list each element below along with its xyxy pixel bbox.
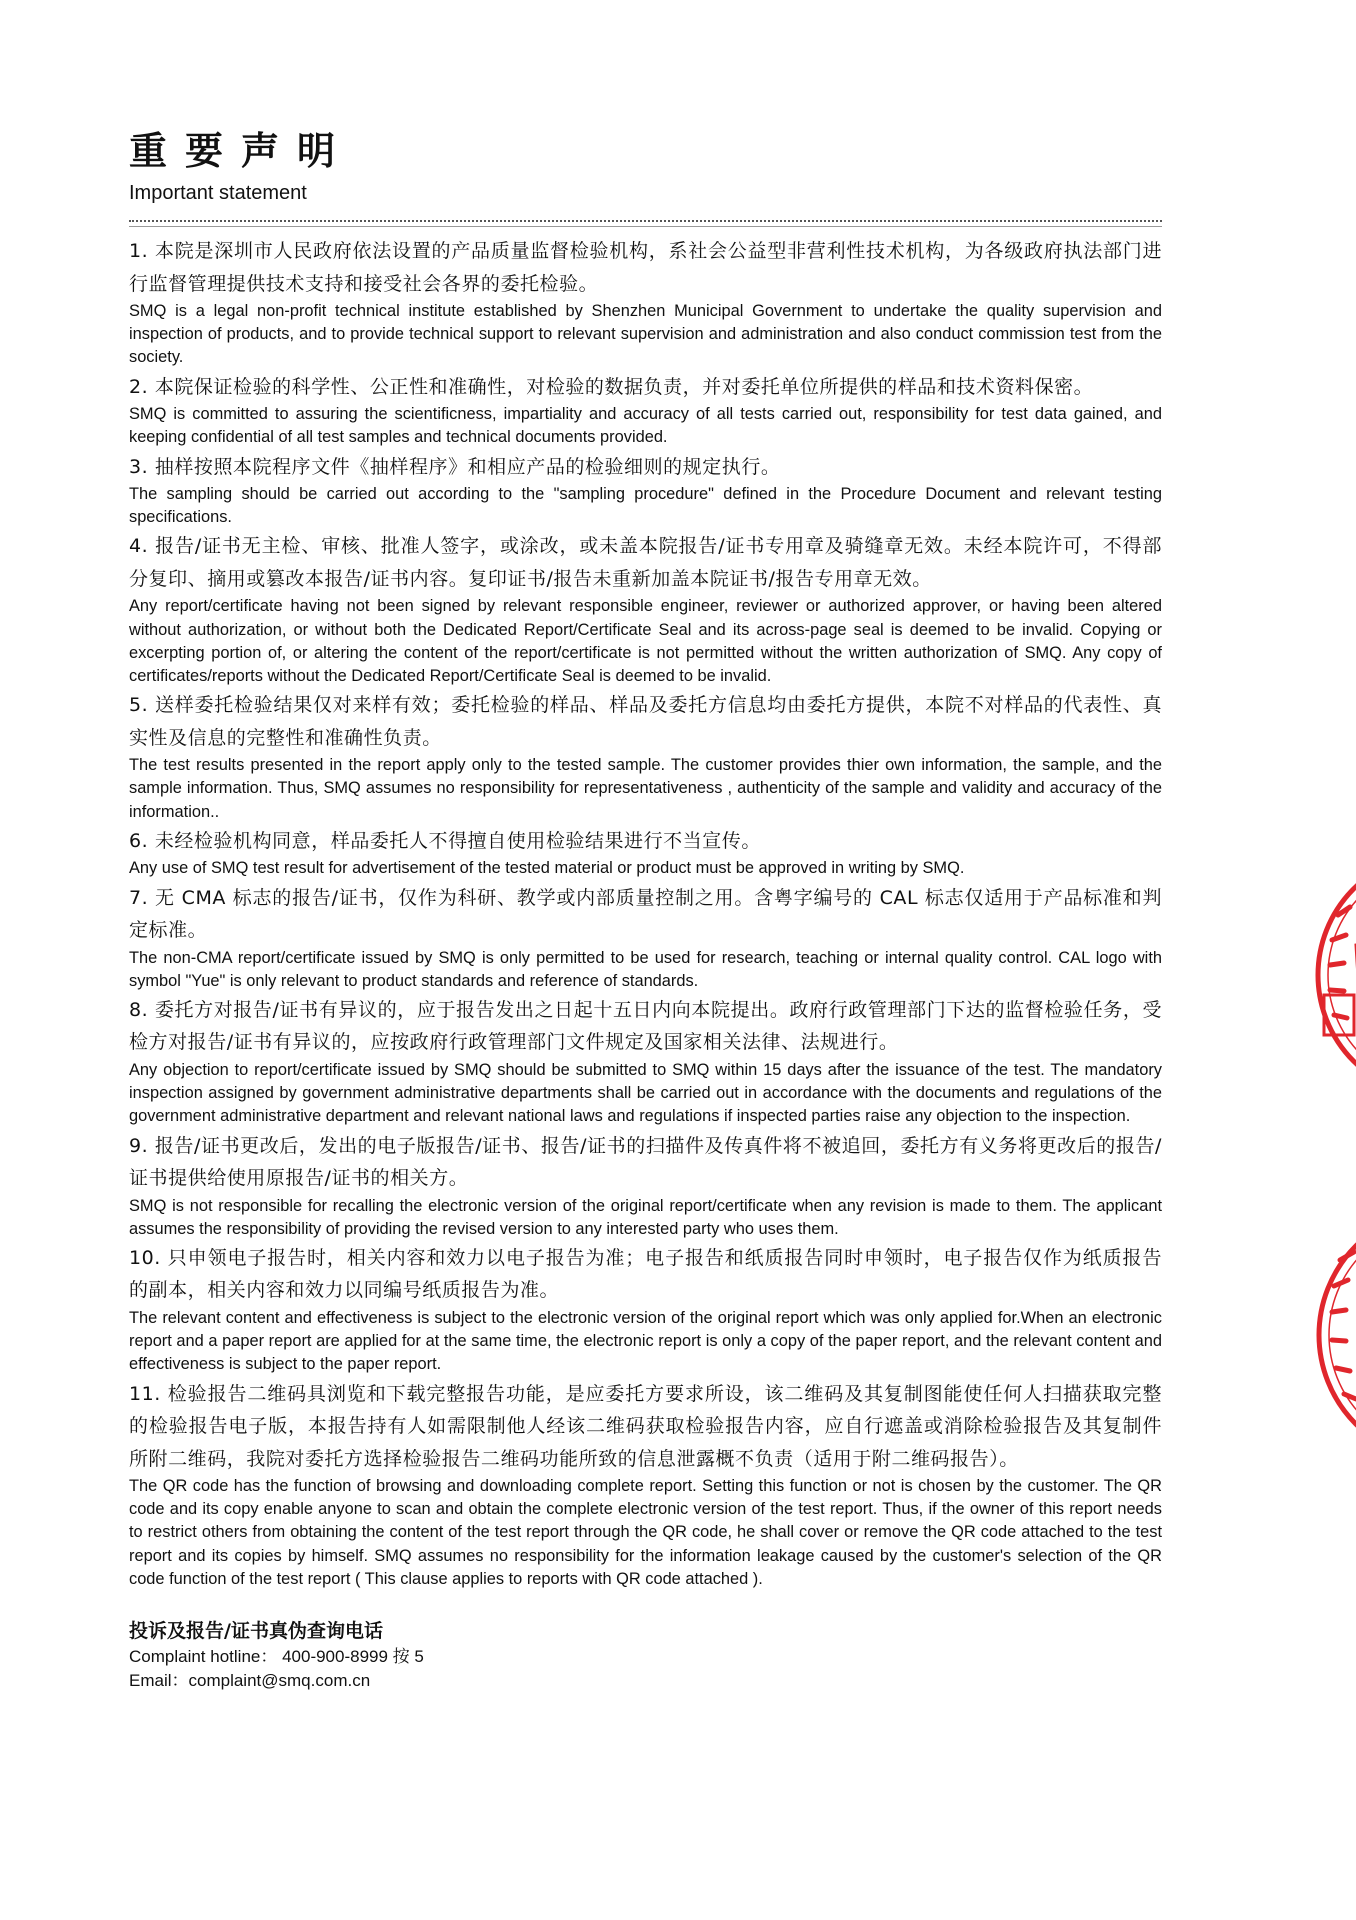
statement-en: The QR code has the function of browsing and downloading complete report. Setting this function or not is chosen by the customer. The QR code and its copy enable anyone to scan and obtain the complete electronic version of the test report. Thus, if the owner of this report needs to restrict others from obtaining the content of the test report through the QR code, he shall cover or remove the QR code attached to the test report and its copies by himself. SMQ assumes no responsibility for the information leakage caused by the customer's selection of the QR code function of the test report ( This clause applies to reports with QR code attached ). (129, 1477, 1162, 1588)
statement-zh: 4. 报告/证书无主检、审核、批准人签字，或涂改，或未盖本院报告/证书专用章及骑缝章无效。未经本院许可，不得部分复印、摘用或篡改本报告/证书内容。复印证书/报告未重新加盖本院证书/报告专用章无效。 (129, 535, 1162, 590)
statement-en: SMQ is committed to assuring the scientificness, impartiality and accuracy of all tests carried out, responsibility for test data gained, and keeping confidential of all test samples and technical documents provided. (129, 405, 1162, 447)
statement-item (129, 882, 1162, 993)
statement-zh: 1. 本院是深圳市人民政府依法设置的产品质量监督检验机构，系社会公益型非营利性技术机构，为各级政府执法部门进行监督管理提供技术支持和接受社会各界的委托检验。 (129, 240, 1162, 295)
statement-item (129, 1242, 1162, 1377)
statement-item (129, 825, 1162, 881)
statement-zh: 10. 只申领电子报告时，相关内容和效力以电子报告为准；电子报告和纸质报告同时申领时，电子报告仅作为纸质报告的副本，相关内容和效力以同编号纸质报告为准。 (129, 1246, 1162, 1302)
statement-zh: 9. 报告/证书更改后，发出的电子版报告/证书、报告/证书的扫描件及传真件将不被追回，委托方有义务将更改后的报告/证书提供给使用原报告/证书的相关方。 (129, 1134, 1162, 1190)
seal-stamp-icon (1310, 1200, 1356, 1470)
statement-item (129, 689, 1162, 824)
page-subtitle: Important statement (129, 182, 307, 204)
statement-item (129, 1378, 1162, 1592)
statement-item (129, 530, 1162, 688)
statement-list (129, 235, 1162, 1591)
divider (129, 220, 1162, 227)
complaint-email: Email：complaint@smq.com.cn (129, 1671, 371, 1691)
statement-item (129, 994, 1162, 1129)
statement-en: The relevant content and effectiveness is subject to the electronic version of the original report which was only applied for.When an electronic report and a paper report are applied for at the same time, the electronic report is only a copy of the paper report, and the relevant content and effectiveness is subject to the paper report. (129, 1308, 1162, 1374)
page-title: 重要声明 (129, 129, 354, 173)
statement-en: The sampling should be carried out according to the "sampling procedure" defined in the Procedure Document and relevant testing specifications. (129, 485, 1162, 527)
statement-en: Any use of SMQ test result for advertisement of the tested material or product must be approved in writing by SMQ. (129, 859, 965, 878)
statement-zh: 2. 本院保证检验的科学性、公正性和准确性，对检验的数据负责，并对委托单位所提供的样品和技术资料保密。 (129, 375, 1094, 398)
statement-zh: 6. 未经检验机构同意，样品委托人不得擅自使用检验结果进行不当宣传。 (129, 829, 761, 852)
statement-item (129, 371, 1162, 450)
statement-en: The non-CMA report/certificate issued by SMQ is only permitted to be used for research, teaching or internal quality control. CAL logo with symbol "Yue" is only relevant to product standards and reference of standards. (129, 948, 1162, 990)
statement-en: The test results presented in the report apply only to the tested sample. The customer provides thier own information, the sample, and the sample information. Thus, SMQ assumes no responsibility for representativeness , authenticity of the sample and validity and accuracy of the information.. (129, 756, 1162, 821)
statement-zh: 11. 检验报告二维码具浏览和下载完整报告功能，是应委托方要求所设，该二维码及其复制图能使任何人扫描获取完整的检验报告电子版，本报告持有人如需限制他人经该二维码获取检验报告内容，应自行遮盖或消除检验报告及其复制件所附二维码，我院对委托方选择检验报告二维码功能所致的信息泄露概不负责（适用于附二维码报告）。 (129, 1382, 1162, 1470)
statement-zh: 3. 抽样按照本院程序文件《抽样程序》和相应产品的检验细则的规定执行。 (129, 455, 781, 478)
statement-item (129, 451, 1162, 530)
seal-stamp-icon (1310, 845, 1356, 1105)
contact-title: 投诉及报告/证书真伪查询电话 (129, 1620, 383, 1643)
complaint-hotline: Complaint hotline： 400-900-8999 按 5 (129, 1647, 424, 1667)
contact-section (129, 1617, 1162, 1693)
statement-zh: 7. 无 CMA 标志的报告/证书，仅作为科研、教学或内部质量控制之用。含粤字编号的 CAL 标志仅适用于产品标准和判定标准。 (129, 886, 1162, 942)
statement-en: Any report/certificate having not been signed by relevant responsible engineer, reviewer or authorized approver, or having been altered without authorization, or without both the Dedicated Report/Certificate Seal and its across-page seal is deemed to be invalid. Copying or excerpting portion of, or altering the content of the report/certificate is not permitted without the written authorization of SMQ. Any copy of certificates/reports without the Dedicated Report/Certificate Seal is deemed to be invalid. (129, 597, 1162, 686)
statement-en: SMQ is not responsible for recalling the electronic version of the original report/certificate when any revision is made to them. The applicant assumes the responsibility of providing the revised version to any interested party who uses them. (129, 1196, 1162, 1238)
statement-zh: 8. 委托方对报告/证书有异议的，应于报告发出之日起十五日内向本院提出。政府行政管理部门下达的监督检验任务，受检方对报告/证书有异议的，应按政府行政管理部门文件规定及国家相关法律、法规进行。 (129, 998, 1162, 1054)
statement-en: SMQ is a legal non-profit technical institute established by Shenzhen Municipal Government to undertake the quality supervision and inspection of products, and to provide technical support to relevant supervision and administration and also conduct commission test from the society. (129, 302, 1162, 367)
statement-zh: 5. 送样委托检验结果仅对来样有效；委托检验的样品、样品及委托方信息均由委托方提供，本院不对样品的代表性、真实性及信息的完整性和准确性负责。 (129, 694, 1162, 749)
statement-en: Any objection to report/certificate issued by SMQ should be submitted to SMQ within 15 days after the issuance of the test. The mandatory inspection assigned by government administrative departments shall be carried out in accordance with the documents and regulations of the government administrative department and relevant national laws and regulations if inspected parties raise any objection to the inspection. (129, 1060, 1162, 1126)
statement-item (129, 1130, 1162, 1241)
statement-page (129, 128, 1162, 1693)
statement-item (129, 235, 1162, 370)
